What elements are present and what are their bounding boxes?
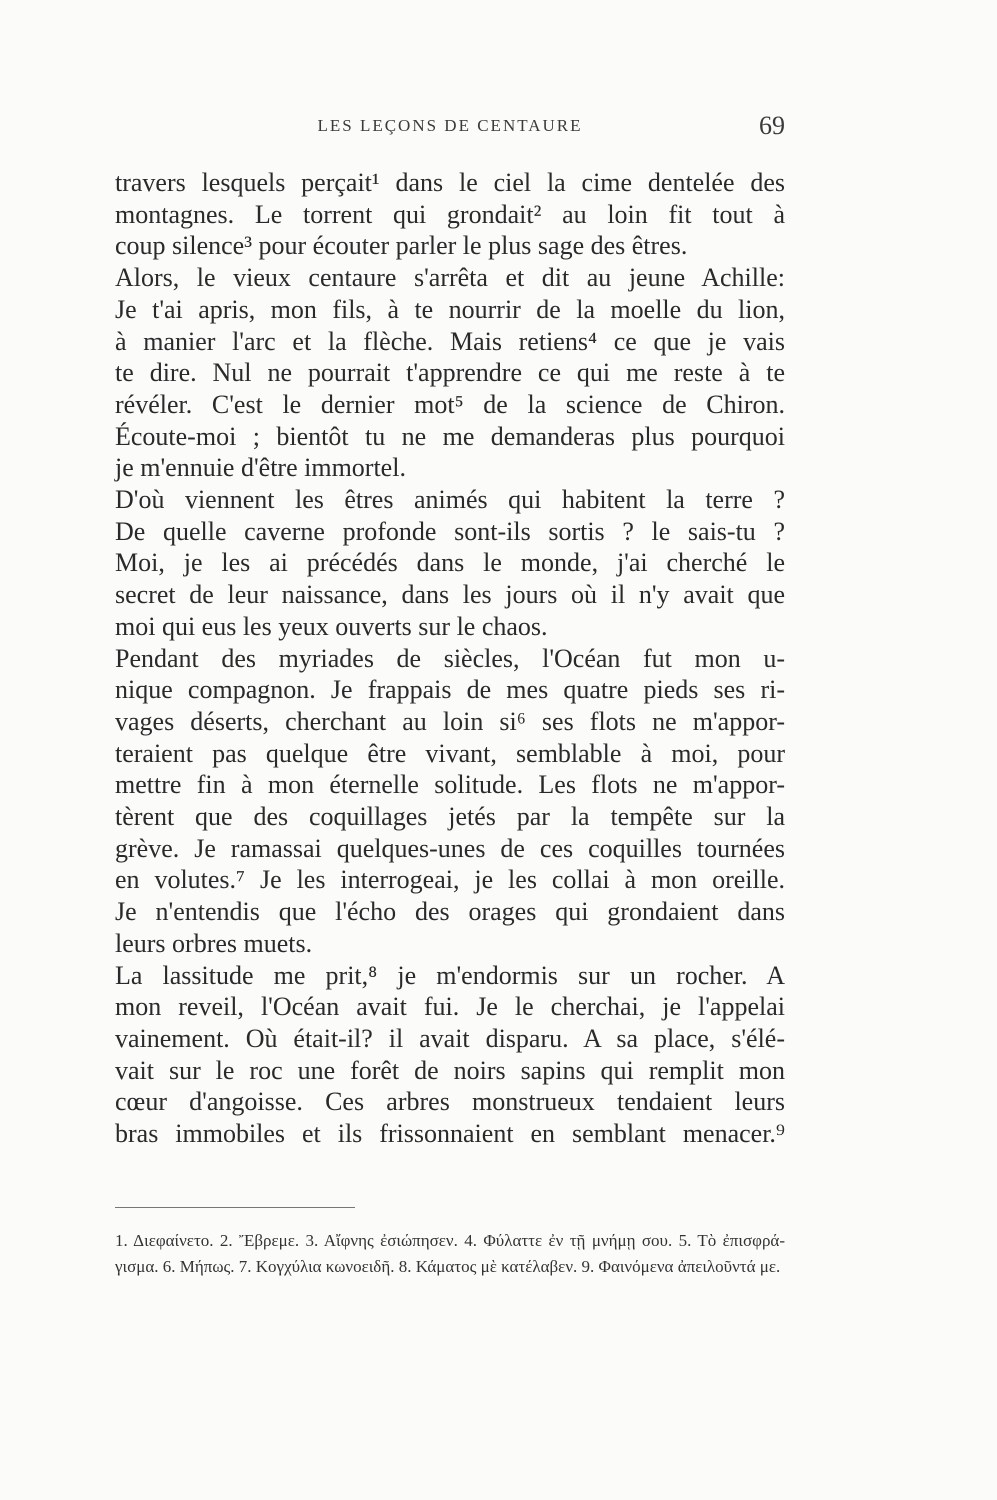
text-line: te dire. Nul ne pourrait t'apprendre ce qui me reste à te: [115, 358, 785, 388]
text-line: grève. Je ramassai quelques-unes de ces coquilles tournées: [115, 833, 785, 863]
text-line: Moi, je les ai précédés dans le monde, j'ai cherché le: [115, 548, 785, 578]
text-line: Pendant des myriades de siècles, l'Océan fut mon u-: [115, 643, 785, 673]
text-line: mettre fin à mon éternelle solitude. Les flots ne m'appor-: [115, 770, 785, 800]
text-line: mon reveil, l'Océan avait fui. Je le cherchai, je l'appelai: [115, 992, 785, 1022]
text-line: vait sur le roc une forêt de noirs sapins qui remplit mon: [115, 1055, 785, 1085]
text-line: à manier l'arc et la flèche. Mais retiens⁴ ce que je vais: [115, 326, 785, 356]
body-text: [115, 167, 785, 1150]
text-line: moi qui eus les yeux ouverts sur le chaos.: [115, 611, 548, 641]
text-line: vages déserts, cherchant au loin si⁶ ses flots ne m'appor-: [115, 706, 785, 736]
text-line: secret de leur naissance, dans les jours où il n'y avait que: [115, 580, 785, 610]
text-line: révéler. C'est le dernier mot⁵ de la science de Chiron.: [115, 389, 785, 419]
footnote-line: γισμα. 6. Μήπως. 7. Κογχύλια κωνοειδῆ. 8. Κάματος μὲ κατέλαβεν. 9. Φαινόμενα ἀπειλοῦντά με.: [115, 1257, 781, 1276]
page-number: 69: [759, 111, 785, 140]
text-line: travers lesquels perçait¹ dans le ciel la cime dentelée des: [115, 168, 785, 197]
text-line: coup silence³ pour écouter parler le plus sage des êtres.: [115, 231, 688, 261]
text-line: montagnes. Le torrent qui grondait² au loin fit tout à: [115, 199, 785, 229]
text-line: leurs orbres muets.: [115, 928, 313, 958]
text-line: cœur d'angoisse. Ces arbres monstrueux tendaient leurs: [115, 1087, 785, 1117]
text-line: D'où viennent les êtres animés qui habitent la terre ?: [115, 485, 785, 515]
text-line: Écoute-moi ; bientôt tu ne me demanderas plus pourquoi: [115, 421, 785, 451]
footnote-line: 1. Διεφαίνετο. 2. Ἔβρεμε. 3. Αἴφνης ἐσιώπησεν. 4. Φύλαττε ἐν τῇ μνήμῃ σου. 5. Τὸ ἐπισφρά-: [115, 1231, 785, 1250]
text-line: De quelle caverne profonde sont-ils sortis ? le sais-tu ?: [115, 516, 785, 546]
text-line: tèrent que des coquillages jetés par la tempête sur la: [115, 802, 785, 832]
text-line: vainement. Où était-il? il avait disparu. A sa place, s'élé-: [115, 1023, 785, 1053]
text-line: Alors, le vieux centaure s'arrêta et dit au jeune Achille:: [115, 263, 785, 293]
text-line: Je n'entendis que l'écho des orages qui grondaient dans: [115, 897, 785, 927]
footnotes: [115, 1228, 785, 1280]
text-line: Je t'ai apris, mon fils, à te nourrir de la moelle du lion,: [115, 294, 785, 324]
text-line: je m'ennuie d'être immortel.: [115, 453, 406, 483]
footnote-divider: [115, 1207, 355, 1208]
running-title: LES LEÇONS DE CENTAURE: [317, 116, 583, 135]
text-line: teraient pas quelque être vivant, semblable à moi, pour: [115, 738, 785, 768]
text-line: La lassitude me prit,⁸ je m'endormis sur un rocher. A: [115, 960, 785, 990]
text-line: bras immobiles et ils frissonnaient en semblant menacer.⁹: [115, 1119, 785, 1149]
text-line: nique compagnon. Je frappais de mes quatre pieds ses ri-: [115, 675, 785, 705]
text-line: en volutes.⁷ Je les interrogeai, je les collai à mon oreille.: [115, 865, 785, 895]
